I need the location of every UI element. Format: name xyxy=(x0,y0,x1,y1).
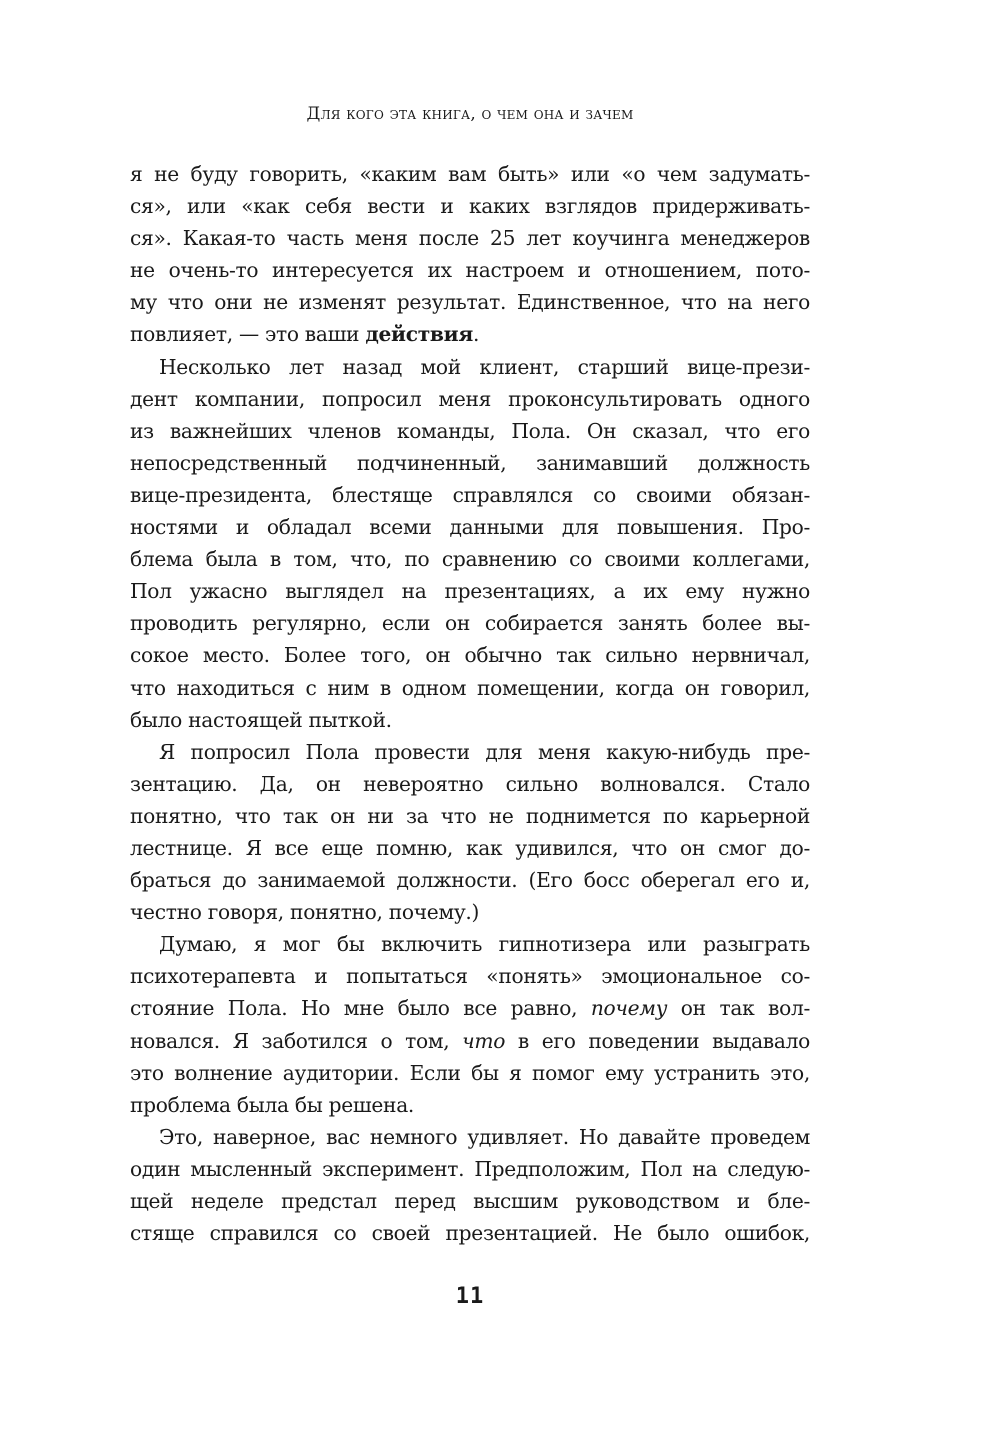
paragraph xyxy=(130,736,810,929)
text-line: зентацию. Да, он невероятно сильно волновался. Стало xyxy=(130,771,810,796)
text-line xyxy=(130,318,810,350)
paragraph xyxy=(130,158,810,351)
paragraph xyxy=(130,351,810,736)
text-line: браться до занимаемой должности. (Его босс оберегал его и, xyxy=(130,868,810,893)
text-line: Несколько лет назад мой клиент, старший вице-прези- xyxy=(159,354,810,379)
text-line: ся». Какая-то часть меня после 25 лет коучинга менеджеров xyxy=(130,226,810,251)
paragraph xyxy=(130,1121,810,1249)
text-line: му что они не изменят результат. Единственное, что на него xyxy=(130,290,810,315)
text-line: что находиться с ним в одном помещении, когда он говорил, xyxy=(130,675,810,700)
text-line: Пол ужасно выглядел на презентациях, а их ему нужно xyxy=(130,579,810,604)
text-line: непосредственный подчиненный, занимавший должность xyxy=(130,450,810,475)
text-run: стояние Пола. Но мне было все равно, xyxy=(130,996,591,1021)
text-line: ся», или «как себя вести и каких взглядов придерживать- xyxy=(130,194,810,219)
text-line: Это, наверное, вас немного удивляет. Но давайте проведем xyxy=(159,1124,810,1149)
text-line xyxy=(130,992,810,1024)
text-line: было настоящей пыткой. xyxy=(130,707,392,732)
text-line: понятно, что так он ни за что не поднимется по карьерной xyxy=(130,803,810,828)
body-text xyxy=(130,158,810,1249)
text-run: новался. Я заботился о том, xyxy=(130,1028,463,1053)
text-line: сокое место. Более того, он обычно так сильно нервничал, xyxy=(130,643,810,668)
text-line: не очень-то интересуется их настроем и отношением, пото- xyxy=(130,258,810,283)
text-line xyxy=(130,1025,810,1057)
text-line: проблема была бы решена. xyxy=(130,1092,415,1117)
text-run: повлияет, — это ваши xyxy=(130,322,366,347)
text-line: психотерапевта и попытаться «понять» эмоциональное со- xyxy=(130,964,810,989)
text-line: я не буду говорить, «каким вам быть» или «о чем задумать- xyxy=(130,162,810,186)
text-line: честно говоря, понятно, почему.) xyxy=(130,900,480,925)
text-line: щей неделе предстал перед высшим руководством и бле- xyxy=(130,1189,810,1213)
text-line: стяще справился со своей презентацией. Не было ошибок, xyxy=(130,1221,810,1246)
text-line: дент компании, попросил меня проконсультировать одного xyxy=(130,386,810,411)
italic-emphasis: почему xyxy=(590,996,668,1021)
text-line: ностями и обладал всеми данными для повышения. Про- xyxy=(130,515,810,540)
text-run: он так вол- xyxy=(667,996,811,1021)
paragraph xyxy=(130,928,810,1121)
text-line: это волнение аудитории. Если бы я помог ему устранить это, xyxy=(130,1060,810,1085)
running-head: Для кого эта книга, о чем она и зачем xyxy=(306,104,634,124)
text-line: Думаю, я мог бы включить гипнотизера или разыграть xyxy=(159,932,810,957)
text-run: в его поведении выдавало xyxy=(505,1028,810,1053)
italic-emphasis: что xyxy=(462,1028,506,1053)
text-line: вице-президента, блестяще справлялся со своими обязан- xyxy=(130,482,810,507)
bold-emphasis: действия xyxy=(365,322,473,347)
page-number: 11 xyxy=(455,1284,485,1309)
text-line: Я попросил Пола провести для меня какую-нибудь пре- xyxy=(159,739,810,764)
text-line: один мысленный эксперимент. Предположим, Пол на следую- xyxy=(130,1156,810,1181)
text-run: . xyxy=(472,322,480,347)
text-line: блема была в том, что, по сравнению со своими коллегами, xyxy=(130,547,810,572)
text-line: проводить регулярно, если он собирается занять более вы- xyxy=(130,611,810,636)
text-line: из важнейших членов команды, Пола. Он сказал, что его xyxy=(130,418,810,443)
text-line: лестнице. Я все еще помню, как удивился, что он смог до- xyxy=(130,835,810,860)
